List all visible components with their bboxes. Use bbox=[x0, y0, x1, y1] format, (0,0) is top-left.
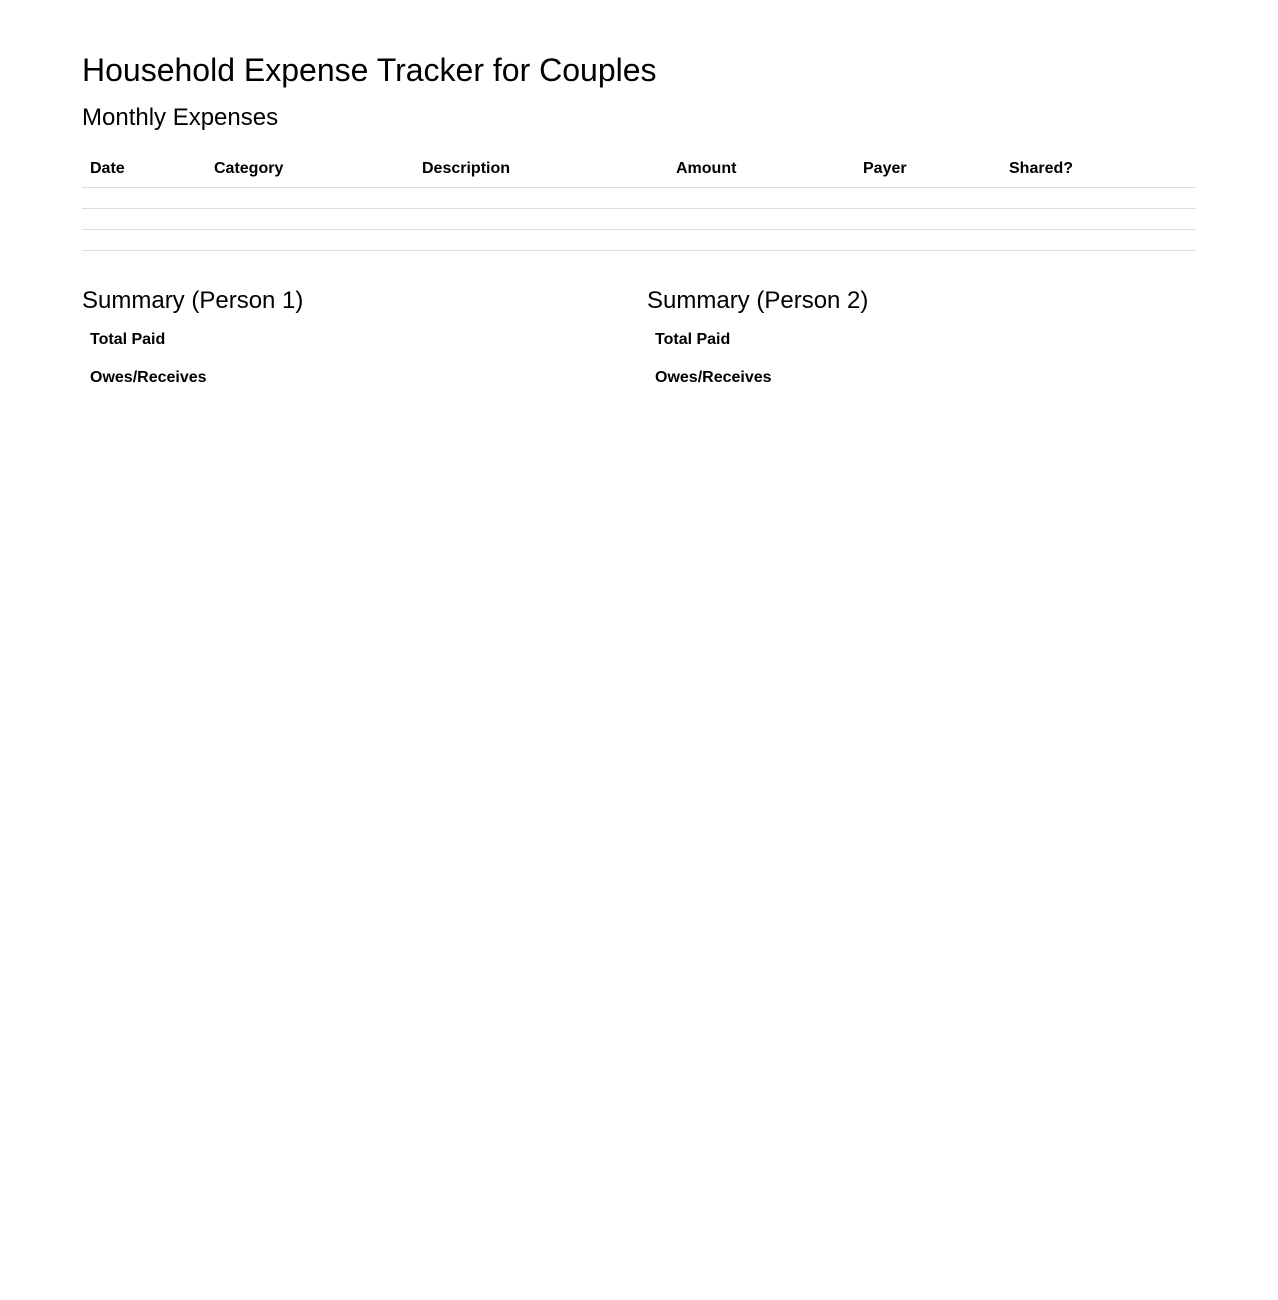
cell-payer[interactable] bbox=[855, 230, 1001, 251]
column-header-amount: Amount bbox=[668, 150, 855, 188]
cell-date[interactable] bbox=[82, 230, 206, 251]
cell-category[interactable] bbox=[206, 230, 414, 251]
column-header-shared: Shared? bbox=[1001, 150, 1196, 188]
summary-row-total-paid bbox=[82, 321, 231, 359]
summary-person-2-heading: Summary (Person 2) bbox=[647, 287, 869, 314]
column-header-date: Date bbox=[82, 150, 206, 188]
cell-date[interactable] bbox=[82, 209, 206, 230]
cell-description[interactable] bbox=[414, 188, 668, 209]
summary-row-total-paid bbox=[647, 321, 796, 359]
owes-receives-value bbox=[215, 359, 231, 397]
total-paid-label: Total Paid bbox=[655, 331, 731, 348]
total-paid-value bbox=[780, 321, 796, 359]
owes-receives-label: Owes/Receives bbox=[90, 369, 207, 386]
cell-shared[interactable] bbox=[1001, 209, 1196, 230]
summary-person-2-table bbox=[647, 321, 796, 397]
summary-person-2 bbox=[647, 284, 1196, 397]
summary-person-1 bbox=[82, 284, 631, 397]
summary-person-1-table bbox=[82, 321, 231, 397]
total-paid-label: Total Paid bbox=[90, 331, 166, 348]
summary-row-owes-receives bbox=[82, 359, 231, 397]
cell-category[interactable] bbox=[206, 209, 414, 230]
expenses-table bbox=[82, 150, 1196, 251]
cell-payer[interactable] bbox=[855, 188, 1001, 209]
column-header-category: Category bbox=[206, 150, 414, 188]
expenses-header-row bbox=[82, 150, 1196, 188]
owes-receives-value bbox=[780, 359, 796, 397]
page-title: Household Expense Tracker for Couples bbox=[82, 52, 657, 88]
summary-row-owes-receives bbox=[647, 359, 796, 397]
cell-description[interactable] bbox=[414, 230, 668, 251]
cell-shared[interactable] bbox=[1001, 230, 1196, 251]
summary-person-1-heading: Summary (Person 1) bbox=[82, 287, 304, 314]
cell-amount[interactable] bbox=[668, 230, 855, 251]
cell-category[interactable] bbox=[206, 188, 414, 209]
cell-payer[interactable] bbox=[855, 209, 1001, 230]
table-row bbox=[82, 188, 1196, 209]
table-row bbox=[82, 209, 1196, 230]
cell-amount[interactable] bbox=[668, 209, 855, 230]
total-paid-value bbox=[215, 321, 231, 359]
cell-date[interactable] bbox=[82, 188, 206, 209]
cell-amount[interactable] bbox=[668, 188, 855, 209]
table-row bbox=[82, 230, 1196, 251]
cell-shared[interactable] bbox=[1001, 188, 1196, 209]
column-header-description: Description bbox=[414, 150, 668, 188]
monthly-expenses-heading: Monthly Expenses bbox=[82, 104, 279, 131]
column-header-payer: Payer bbox=[855, 150, 1001, 188]
owes-receives-label: Owes/Receives bbox=[655, 369, 772, 386]
cell-description[interactable] bbox=[414, 209, 668, 230]
